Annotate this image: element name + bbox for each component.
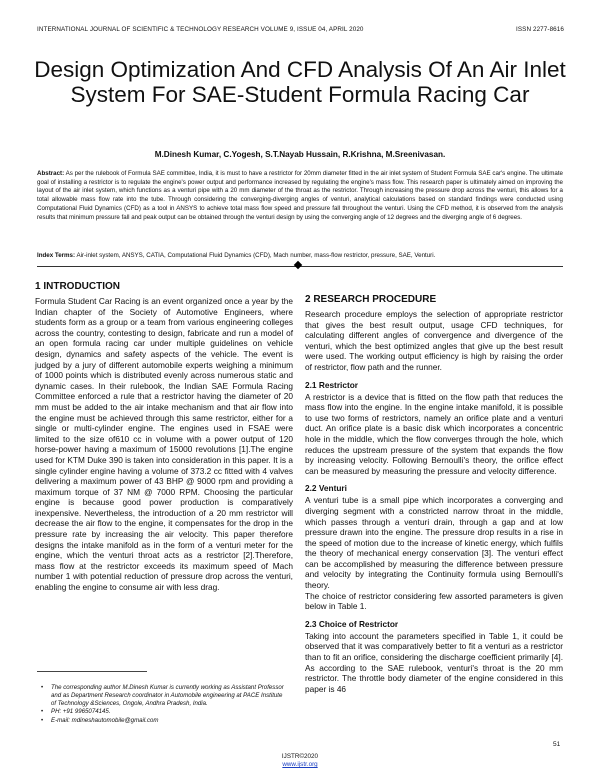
- footnote-phone: • PH: +91 9965074145.: [51, 708, 286, 716]
- restrictor-text: A restrictor is a device that is fitted on the flow path that reduces the mass flow into the engine. In the engine intake manifold, it is possible to use two forms of restrictors, namely an orifice plate and a venturi duct. An orifice plate is a basic disk which incorporates a concentric hole in the middle, which the flow converges through the hole, which reduces the upstream pressure of the system that expands the flow by increasing velocity. Following Bernoulli's theory, the orifice effect can be measured by measuring the pressure and velocity difference.: [305, 391, 563, 476]
- index-terms-label: Index Terms:: [37, 252, 76, 259]
- page-number: 51: [553, 741, 561, 748]
- venturi-heading: 2.2 Venturi: [305, 483, 347, 494]
- introduction-text: Formula Student Car Racing is an event organized once a year by the Indian chapter of the Society of Automotive Engineers, where students form as a group or a team from various engineering colleges across the country, contesting to design, fabricate and run a model of an open formula racing car under multiple guidelines on vehicle design, dynamics and safety aspects of the vehicle. The event is judged by a jury of different automobile experts weighing a minimum of 1000 points which is distributed evenly across numerous static and dynamic cases. In their rulebook, the Indian SAE Formula Racing Committee enforced a rule that a restrictor having the diameter of 20 mm must be added to the air intake mechanism and that air flow into the engine must be achieved through this same restrictor, either for a single or multi-cylinder engine. The engines used in FSAE were limited to the size of610 cc in volume with a power output of 120 horse-power having a maximum of 15000 revolutions [1].The engine used for KTM Duke 390 is taken into consideration in this paper. It is a single cylinder engine having a volume of 373.2 cc fitted with 4 valves delivering a maximum power of 43 BHP @ 9000 rpm and providing a maximum torque of 37 NM @ 7000 RPM. Choosing the particular engine is because good power production is comparatively inexpensive. Nevertheless, the introduction of a 20 mm restrictor will decrease the air flow to the engine, it compensates for the drop in the pressure rate by increasing the air velocity. This paper therefore designs the intake manifold as in the form of a venturi meter for the engine, which the venturi throat acts as a restrictor [2].Therefore, mass flow at the restrictor exceeds its maximum speed of Mach number 1 with potential reduction of pressure drop across the venturi, enabling the engine to consume air with less drag.: [35, 296, 293, 593]
- paper-title: Design Optimization And CFD Analysis Of An Air Inlet System For SAE-Student Formula Racing Car: [34, 57, 566, 107]
- footnotes: [41, 684, 286, 726]
- choice-of-restrictor-text: Taking into account the parameters specified in Table 1, it could be observed that it was comparatively better to fit a venturi as a restrictor than to fit an orifice, considering the discharge coefficient primarily [4]. As according to the SAE rulebook, venturi's throat is the 20 mm restrictor. The throttle body diameter of the engine considered in this paper is 46: [305, 630, 563, 694]
- page-footer: [250, 753, 350, 769]
- author-list: M.Dinesh Kumar, C.Yogesh, S.T.Nayab Hussain, R.Krishna, M.Sreenivasan.: [154, 150, 446, 159]
- journal-website-link[interactable]: www.ijstr.org: [282, 761, 318, 768]
- choice-of-restrictor-heading: 2.3 Choice of Restrictor: [305, 618, 399, 629]
- footnote-author: • The corresponding author M.Dinesh Kumar is currently working as Assistant Professor and as Department Research coordinator in Automobile engineering at PACE Institute of Technology &Sciences, Ongole, Andhra Pradesh, India.: [51, 684, 286, 707]
- abstract-text: As per the rulebook of Formula SAE committee, India, it is must to have a restrictor for 20mm diameter fitted in the air inlet system of Student Formula SAE car's engine. The ultimate goal of installing a restrictor is to regulate the engine's power output and performance increased by regulating the engine's mass flow. This research paper is ultimately aimed on improving the layout of the air inlet system, which functions as a venturi pipe with a 20 mm diameter of the throat as the restrictor. Through increasing the pressure drop across the venturi, this allows for a total allowable mass flow rate into the tube. Through considering the converging-diverging angles of venturi, analytical calculations based on standard findings were conducted using Computational Fluid Dynamics (CFD) as a tool in ANSYS to achieve total mass flow speed and pressure fall throughout the venturi. Using the CFD method, it is observed from the analysis results that minimum pressure fall and peak output can be obtained through the venturi design by using the converging angle of 12 degrees and the diverging angle of 6 degrees.: [37, 170, 563, 221]
- research-procedure-text: Research procedure employs the selection of appropriate restrictor that gives the best result output, usage CFD techniques, for calculating different angles of convergence and divergence of the venturi, which the best optimized angles that give up the best result were used. The working output efficiency is high by raising the order of restrictor, flow path and the runner.: [305, 309, 563, 372]
- publisher-label: IJSTR©2020: [281, 753, 319, 760]
- abstract-label: Abstract:: [37, 170, 65, 177]
- footnote-email: • E-mail: mdineshautomobile@gmail.com: [51, 717, 286, 725]
- divider-diamond-icon: [294, 261, 302, 269]
- venturi-text: A venturi tube is a small pipe which incorporates a converging and diverging segment with a constricted narrow throat in the middle, which passes through a venturi drain, through a gap and at low pressure drawn into the engine. The pressure drop results in a rise in the speed of motion due to the increase of kinetic energy, which fulfils the theory of mechanical energy conservation [3]. The venturi effect can be accomplished by measuring the difference between pressure and velocity by integrating the Continuity formula using Bernoulli's theory.: [305, 495, 563, 591]
- footnote-rule: [37, 671, 147, 672]
- right-column: [305, 294, 563, 694]
- venturi-text-table-reference: The choice of restrictor considering few assorted parameters is given below in Table 1.: [305, 590, 563, 612]
- research-procedure-heading: 2 RESEARCH PROCEDURE: [305, 294, 437, 305]
- left-column: [35, 281, 293, 593]
- introduction-heading: 1 INTRODUCTION: [35, 281, 120, 292]
- abstract: [37, 170, 563, 222]
- restrictor-heading: 2.1 Restrictor: [305, 379, 359, 390]
- journal-running-header: INTERNATIONAL JOURNAL OF SCIENTIFIC & TECHNOLOGY RESEARCH VOLUME 9, ISSUE 04, APRIL 2020: [37, 26, 364, 33]
- index-terms: [37, 252, 563, 261]
- issn-label: ISSN 2277-8616: [516, 26, 564, 33]
- index-terms-text: Air-inlet system, ANSYS, CATIA, Computational Fluid Dynamics (CFD), Mach number, mass-flow restrictor, pressure, SAE, Venturi.: [76, 252, 436, 259]
